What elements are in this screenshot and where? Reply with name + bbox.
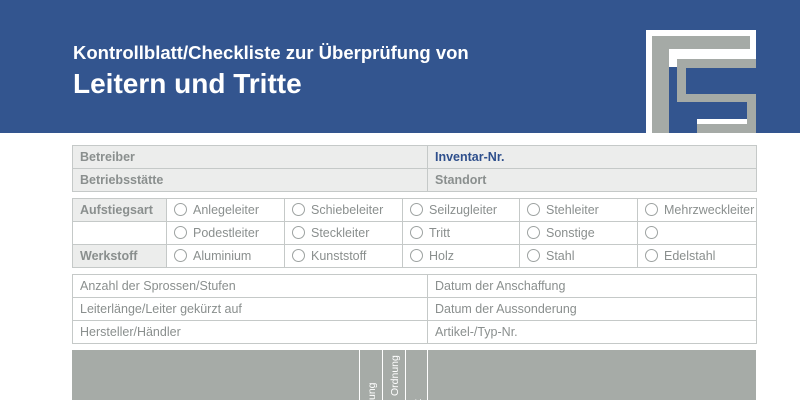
option-stahl[interactable]: Stahl — [520, 245, 638, 268]
document-subtitle: Kontrollblatt/Checkliste zur Überprüfung von — [73, 42, 469, 63]
radio-icon[interactable] — [645, 203, 658, 216]
radio-icon[interactable] — [527, 249, 540, 262]
werkstoff-label: Werkstoff — [73, 245, 167, 268]
option-tritt[interactable]: Tritt — [403, 222, 520, 245]
option-kunststoff[interactable]: Kunststoff — [285, 245, 403, 268]
company-logo-icon — [646, 30, 756, 133]
option-holz[interactable]: Holz — [403, 245, 520, 268]
radio-icon[interactable] — [174, 226, 187, 239]
artikel-field[interactable]: Artikel-/Typ-Nr. — [428, 321, 757, 344]
aussonderung-field[interactable]: Datum der Aussonderung — [428, 298, 757, 321]
radio-icon[interactable] — [527, 226, 540, 239]
option-sonstige[interactable]: Sonstige — [520, 222, 638, 245]
aufstiegsart-label-continued — [73, 222, 167, 245]
option-podestleiter[interactable]: Podestleiter — [167, 222, 285, 245]
grid-column-label: Ordnung — [389, 355, 401, 396]
grid-divider — [427, 350, 428, 400]
grid-column-label: t — [412, 399, 424, 402]
type-material-table — [72, 198, 757, 268]
betreiber-field[interactable]: Betreiber — [73, 146, 428, 169]
option-mehrzweckleiter[interactable]: Mehrzweckleiter — [638, 199, 757, 222]
operator-info-table — [72, 145, 757, 192]
radio-icon[interactable] — [410, 249, 423, 262]
option-seilzugleiter[interactable]: Seilzugleiter — [403, 199, 520, 222]
option-steckleiter[interactable]: Steckleiter — [285, 222, 403, 245]
betriebsstaette-field[interactable]: Betriebsstätte — [73, 169, 428, 192]
aufstiegsart-label: Aufstiegsart — [73, 199, 167, 222]
sprossen-field[interactable]: Anzahl der Sprossen/Stufen — [73, 275, 428, 298]
inventar-nr-field[interactable]: Inventar-Nr. — [428, 146, 757, 169]
standort-field[interactable]: Standort — [428, 169, 757, 192]
radio-icon[interactable] — [174, 203, 187, 216]
document-title: Leitern und Tritte — [73, 68, 302, 99]
option-schiebeleiter[interactable]: Schiebeleiter — [285, 199, 403, 222]
hersteller-field[interactable]: Hersteller/Händler — [73, 321, 428, 344]
anschaffung-field[interactable]: Datum der Anschaffung — [428, 275, 757, 298]
grid-divider — [405, 350, 406, 400]
laenge-field[interactable]: Leiterlänge/Leiter gekürzt auf — [73, 298, 428, 321]
grid-divider — [382, 350, 383, 400]
radio-icon[interactable] — [174, 249, 187, 262]
radio-icon[interactable] — [292, 226, 305, 239]
grid-column-label: ung — [366, 382, 378, 400]
checklist-grid-header — [72, 350, 756, 400]
radio-icon[interactable] — [292, 203, 305, 216]
option-blank[interactable] — [638, 222, 757, 245]
option-aluminium[interactable]: Aluminium — [167, 245, 285, 268]
option-anlegeleiter[interactable]: Anlegeleiter — [167, 199, 285, 222]
radio-icon[interactable] — [410, 203, 423, 216]
radio-icon[interactable] — [645, 249, 658, 262]
ladder-details-table — [72, 274, 757, 344]
header-banner — [0, 0, 800, 133]
radio-icon[interactable] — [292, 249, 305, 262]
option-edelstahl[interactable]: Edelstahl — [638, 245, 757, 268]
grid-divider — [359, 350, 360, 400]
radio-icon[interactable] — [527, 203, 540, 216]
radio-icon[interactable] — [410, 226, 423, 239]
option-stehleiter[interactable]: Stehleiter — [520, 199, 638, 222]
radio-icon[interactable] — [645, 226, 658, 239]
